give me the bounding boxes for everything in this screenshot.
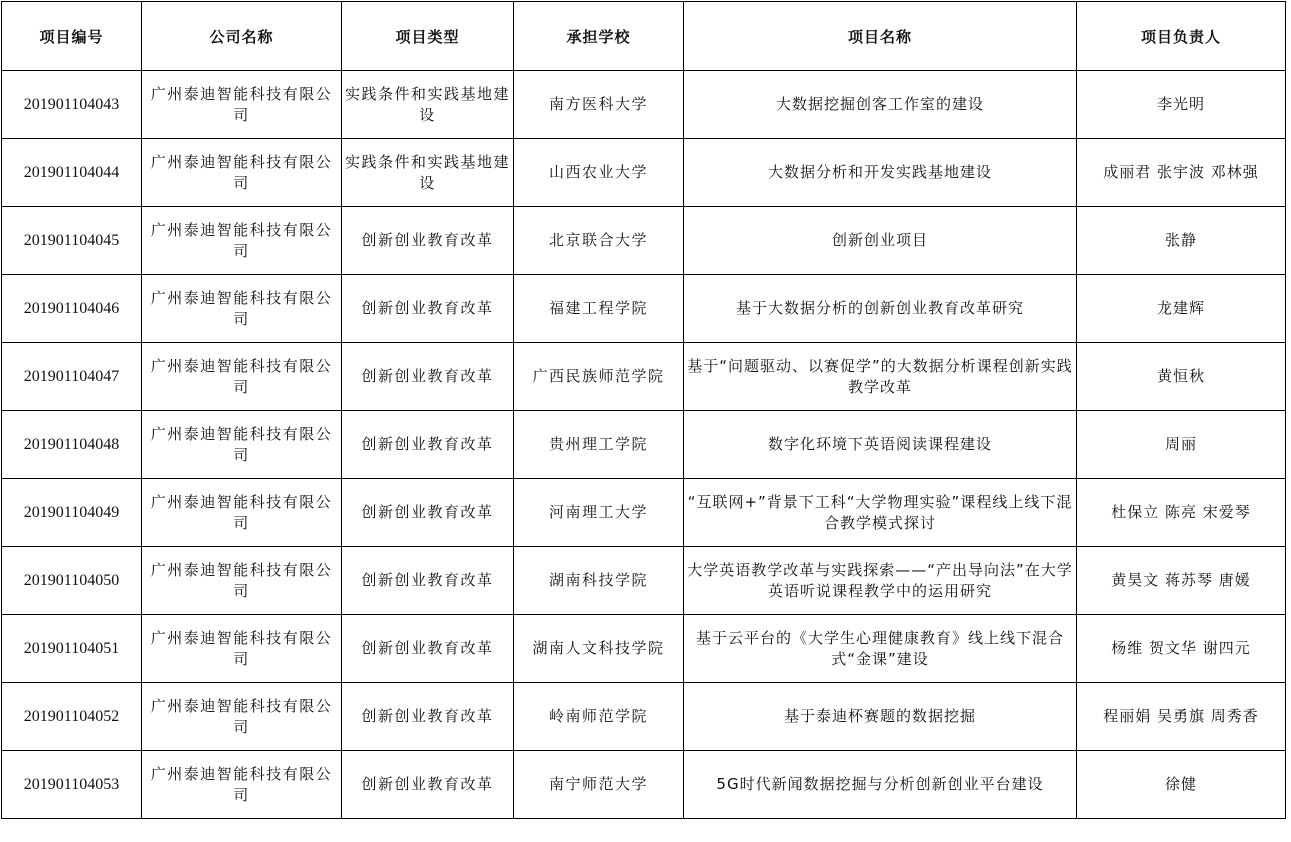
cell-project-id: 201901104053: [2, 751, 142, 819]
cell-project-name: 基于“问题驱动、以赛促学”的大数据分析课程创新实践教学改革: [684, 343, 1077, 411]
cell-project-id: 201901104043: [2, 71, 142, 139]
cell-school: 南方医科大学: [514, 71, 684, 139]
project-table: [1, 1, 1286, 819]
cell-project-id: 201901104047: [2, 343, 142, 411]
cell-company-name: 广州泰迪智能科技有限公司: [142, 139, 342, 207]
table-row: [2, 479, 1286, 547]
cell-project-name: 创新创业项目: [684, 207, 1077, 275]
cell-project-name: 基于云平台的《大学生心理健康教育》线上线下混合式“金课”建设: [684, 615, 1077, 683]
cell-school: 河南理工大学: [514, 479, 684, 547]
cell-project-type: 创新创业教育改革: [342, 615, 514, 683]
cell-project-leader: 成丽君 张宇波 邓林强: [1077, 139, 1286, 207]
table-row: [2, 547, 1286, 615]
cell-project-id: 201901104049: [2, 479, 142, 547]
table-row: [2, 411, 1286, 479]
cell-school: 湖南人文科技学院: [514, 615, 684, 683]
cell-project-leader: 黄恒秋: [1077, 343, 1286, 411]
cell-company-name: 广州泰迪智能科技有限公司: [142, 411, 342, 479]
cell-school: 广西民族师范学院: [514, 343, 684, 411]
cell-school: 北京联合大学: [514, 207, 684, 275]
table-row: [2, 751, 1286, 819]
cell-school: 南宁师范大学: [514, 751, 684, 819]
cell-project-id: 201901104051: [2, 615, 142, 683]
table-row: [2, 615, 1286, 683]
cell-company-name: 广州泰迪智能科技有限公司: [142, 547, 342, 615]
header-company-name: 公司名称: [142, 2, 342, 71]
cell-company-name: 广州泰迪智能科技有限公司: [142, 751, 342, 819]
cell-company-name: 广州泰迪智能科技有限公司: [142, 275, 342, 343]
cell-project-id: 201901104050: [2, 547, 142, 615]
cell-project-id: 201901104044: [2, 139, 142, 207]
cell-company-name: 广州泰迪智能科技有限公司: [142, 71, 342, 139]
table-row: [2, 275, 1286, 343]
cell-company-name: 广州泰迪智能科技有限公司: [142, 479, 342, 547]
cell-school: 山西农业大学: [514, 139, 684, 207]
cell-project-leader: 徐健: [1077, 751, 1286, 819]
cell-project-id: 201901104052: [2, 683, 142, 751]
cell-project-type: 创新创业教育改革: [342, 275, 514, 343]
cell-project-name: 5G时代新闻数据挖掘与分析创新创业平台建设: [684, 751, 1077, 819]
table-row: [2, 139, 1286, 207]
cell-project-name: 大学英语教学改革与实践探索——“产出导向法”在大学英语听说课程教学中的运用研究: [684, 547, 1077, 615]
table-row: [2, 71, 1286, 139]
cell-project-type: 创新创业教育改革: [342, 411, 514, 479]
cell-school: 岭南师范学院: [514, 683, 684, 751]
cell-project-type: 创新创业教育改革: [342, 343, 514, 411]
cell-project-name: 大数据分析和开发实践基地建设: [684, 139, 1077, 207]
cell-project-leader: 杜保立 陈亮 宋爱琴: [1077, 479, 1286, 547]
header-project-id: 项目编号: [2, 2, 142, 71]
table-header-row: [2, 2, 1286, 71]
cell-project-name: 基于泰迪杯赛题的数据挖掘: [684, 683, 1077, 751]
cell-school: 福建工程学院: [514, 275, 684, 343]
cell-company-name: 广州泰迪智能科技有限公司: [142, 343, 342, 411]
cell-project-leader: 程丽娟 吴勇旗 周秀香: [1077, 683, 1286, 751]
cell-school: 贵州理工学院: [514, 411, 684, 479]
cell-school: 湖南科技学院: [514, 547, 684, 615]
cell-project-name: 数字化环境下英语阅读课程建设: [684, 411, 1077, 479]
cell-project-name: 大数据挖掘创客工作室的建设: [684, 71, 1077, 139]
cell-company-name: 广州泰迪智能科技有限公司: [142, 615, 342, 683]
cell-project-leader: 李光明: [1077, 71, 1286, 139]
header-project-leader: 项目负责人: [1077, 2, 1286, 71]
table-body: [2, 71, 1286, 819]
cell-company-name: 广州泰迪智能科技有限公司: [142, 683, 342, 751]
cell-project-type: 实践条件和实践基地建设: [342, 71, 514, 139]
cell-project-leader: 黄昊文 蒋苏琴 唐媛: [1077, 547, 1286, 615]
cell-project-leader: 张静: [1077, 207, 1286, 275]
table-row: [2, 343, 1286, 411]
cell-project-name: “互联网+”背景下工科“大学物理实验”课程线上线下混合教学模式探讨: [684, 479, 1077, 547]
cell-company-name: 广州泰迪智能科技有限公司: [142, 207, 342, 275]
cell-project-type: 创新创业教育改革: [342, 207, 514, 275]
cell-project-id: 201901104046: [2, 275, 142, 343]
cell-project-type: 创新创业教育改革: [342, 751, 514, 819]
header-project-name: 项目名称: [684, 2, 1077, 71]
cell-project-type: 实践条件和实践基地建设: [342, 139, 514, 207]
cell-project-leader: 周丽: [1077, 411, 1286, 479]
cell-project-id: 201901104045: [2, 207, 142, 275]
cell-project-type: 创新创业教育改革: [342, 547, 514, 615]
cell-project-id: 201901104048: [2, 411, 142, 479]
cell-project-leader: 龙建辉: [1077, 275, 1286, 343]
header-school: 承担学校: [514, 2, 684, 71]
cell-project-leader: 杨维 贺文华 谢四元: [1077, 615, 1286, 683]
table-row: [2, 683, 1286, 751]
cell-project-type: 创新创业教育改革: [342, 479, 514, 547]
table-row: [2, 207, 1286, 275]
header-project-type: 项目类型: [342, 2, 514, 71]
cell-project-type: 创新创业教育改革: [342, 683, 514, 751]
cell-project-name: 基于大数据分析的创新创业教育改革研究: [684, 275, 1077, 343]
